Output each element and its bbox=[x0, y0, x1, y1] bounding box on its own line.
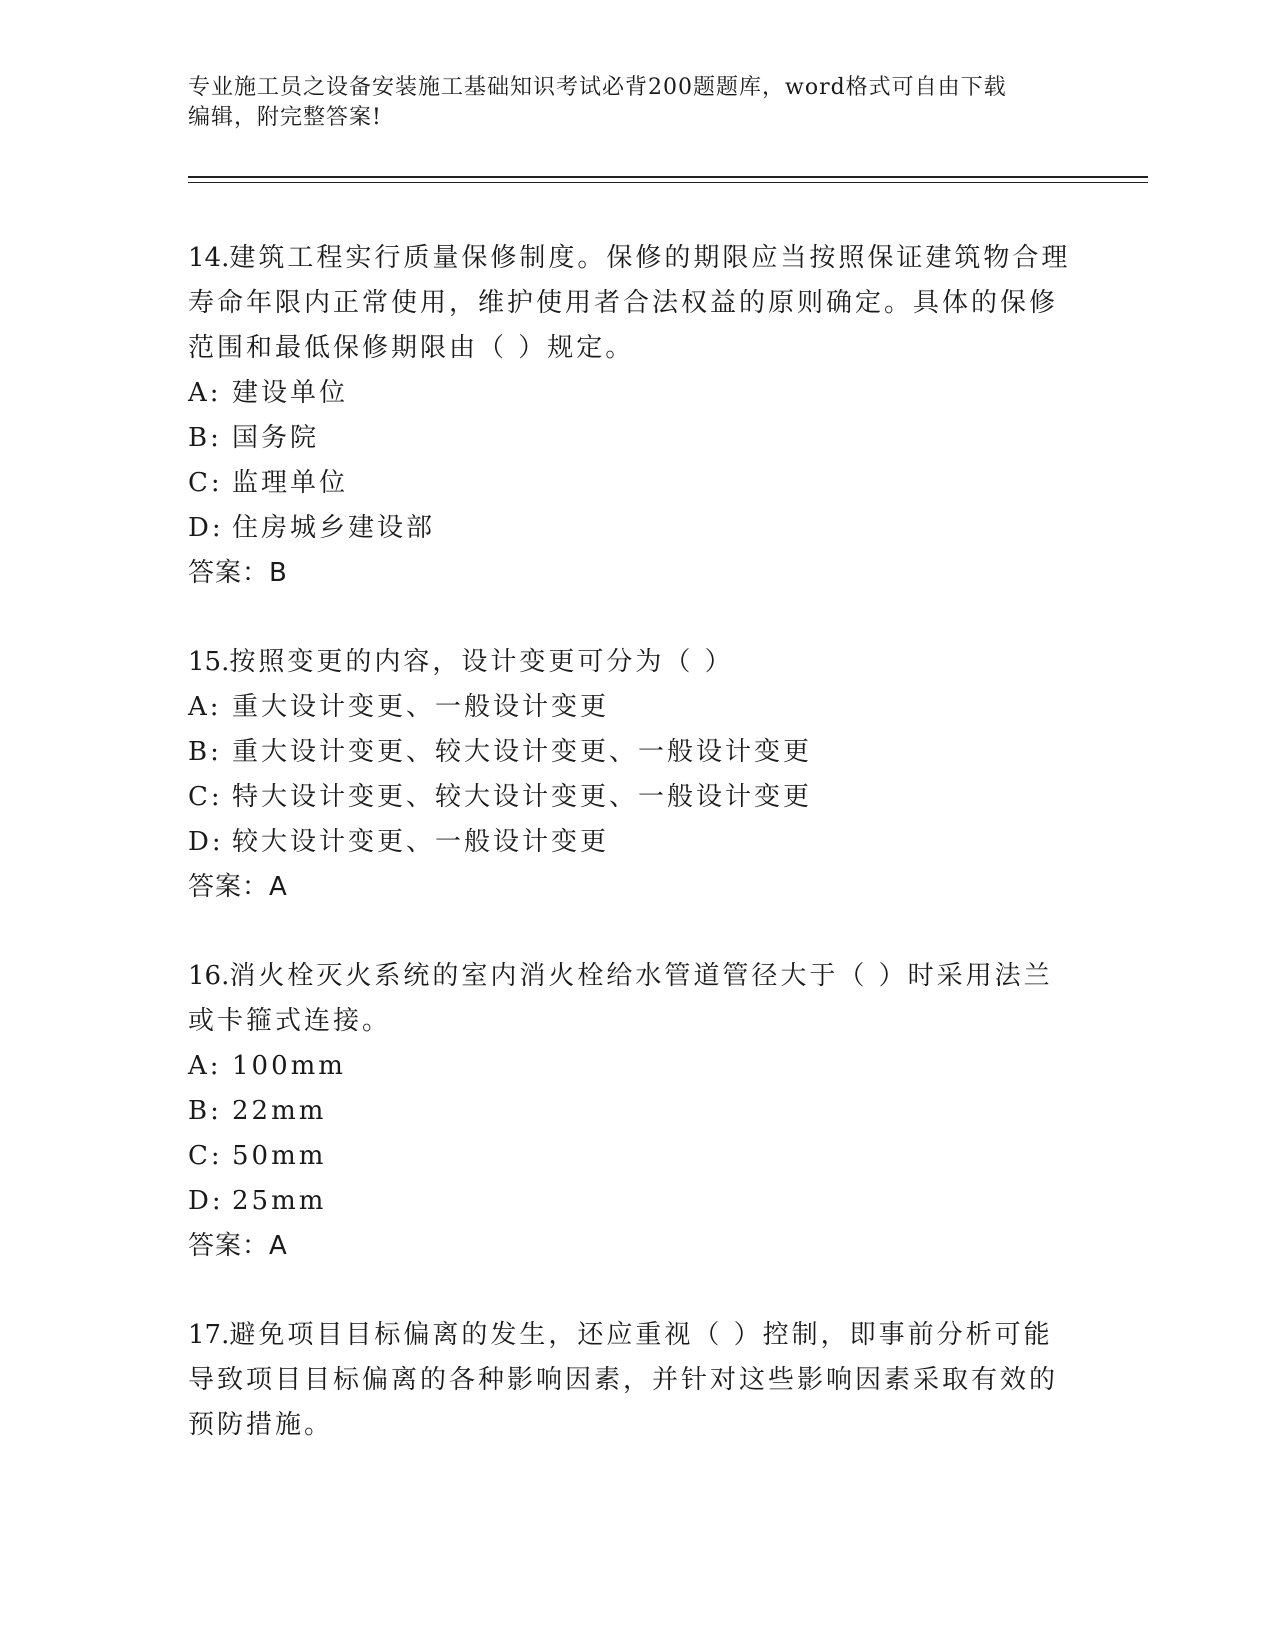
header-divider-thick bbox=[188, 176, 1148, 178]
question-stem-line bbox=[188, 640, 1088, 685]
option-letter: B: bbox=[188, 1096, 222, 1126]
option-text: 50mm bbox=[232, 1141, 327, 1171]
header-line-2: 编辑，附完整答案! bbox=[188, 105, 382, 130]
question-stem-line bbox=[188, 236, 1088, 281]
document-page bbox=[188, 0, 1148, 1650]
question-stem-text: 避免项目目标偏离的发生，还应重视（ ）控制，即事前分析可能 bbox=[229, 1320, 1053, 1350]
question-stem-text: 预防措施。 bbox=[188, 1410, 334, 1440]
option-text: 重大设计变更、较大设计变更、一般设计变更 bbox=[232, 737, 813, 767]
answer-option bbox=[188, 820, 1088, 865]
question-stem-text: 或卡箍式连接。 bbox=[188, 1006, 392, 1036]
option-letter: D: bbox=[188, 827, 224, 857]
option-text: 住房城乡建设部 bbox=[232, 513, 436, 543]
answer-option bbox=[188, 1134, 1088, 1179]
option-text: 重大设计变更、一般设计变更 bbox=[232, 692, 610, 722]
option-text: 22mm bbox=[232, 1096, 327, 1126]
option-letter: B: bbox=[188, 737, 222, 767]
question-stem-text: 消火栓灭火系统的室内消火栓给水管道管径大于（ ）时采用法兰 bbox=[229, 961, 1053, 991]
answer-option bbox=[188, 730, 1088, 775]
question-stem-text: 建筑工程实行质量保修制度。保修的期限应当按照保证建筑物合理 bbox=[229, 243, 1071, 273]
question-stem-line bbox=[188, 954, 1088, 999]
option-letter: B: bbox=[188, 423, 222, 453]
option-letter: C: bbox=[188, 782, 223, 812]
header-line-1: 专业施工员之设备安装施工基础知识考试必背200题题库，word格式可自由下载 bbox=[188, 75, 1007, 100]
answer-key: 答案：A bbox=[188, 872, 288, 902]
document-header bbox=[188, 73, 1088, 133]
answer-option bbox=[188, 416, 1088, 461]
question-block bbox=[188, 954, 1088, 1269]
header-divider-thin bbox=[188, 182, 1148, 183]
option-letter: A: bbox=[188, 692, 222, 722]
question-block bbox=[188, 1313, 1088, 1448]
answer-option bbox=[188, 461, 1088, 506]
question-stem-line bbox=[188, 999, 1088, 1044]
answer-option bbox=[188, 685, 1088, 730]
option-letter: C: bbox=[188, 468, 223, 498]
option-text: 25mm bbox=[232, 1186, 327, 1216]
answer-option bbox=[188, 1179, 1088, 1224]
question-number: 14. bbox=[188, 243, 230, 273]
option-text: 国务院 bbox=[232, 423, 320, 453]
question-stem-text: 寿命年限内正常使用，维护使用者合法权益的原则确定。具体的保修 bbox=[188, 288, 1059, 318]
question-stem-text: 范围和最低保修期限由（ ）规定。 bbox=[188, 333, 635, 363]
option-letter: C: bbox=[188, 1141, 223, 1171]
question-stem-line bbox=[188, 326, 1088, 371]
option-text: 监理单位 bbox=[232, 468, 349, 498]
answer-option bbox=[188, 1089, 1088, 1134]
question-stem-line bbox=[188, 1358, 1088, 1403]
option-letter: D: bbox=[188, 1186, 224, 1216]
question-block bbox=[188, 640, 1088, 910]
question-block bbox=[188, 236, 1088, 596]
option-letter: D: bbox=[188, 513, 224, 543]
question-stem-text: 按照变更的内容，设计变更可分为（ ） bbox=[229, 647, 734, 677]
answer-option bbox=[188, 775, 1088, 820]
question-number: 16. bbox=[188, 961, 230, 991]
option-letter: A: bbox=[188, 378, 222, 408]
answer-option bbox=[188, 371, 1088, 416]
question-stem-line bbox=[188, 281, 1088, 326]
question-list bbox=[188, 236, 1088, 1492]
option-text: 100mm bbox=[232, 1051, 346, 1081]
answer-key: 答案：B bbox=[188, 558, 288, 588]
answer-key: 答案：A bbox=[188, 1231, 288, 1261]
option-text: 特大设计变更、较大设计变更、一般设计变更 bbox=[232, 782, 813, 812]
answer-option bbox=[188, 1044, 1088, 1089]
question-stem-line bbox=[188, 1313, 1088, 1358]
answer-option bbox=[188, 506, 1088, 551]
option-text: 较大设计变更、一般设计变更 bbox=[232, 827, 610, 857]
option-letter: A: bbox=[188, 1051, 222, 1081]
option-text: 建设单位 bbox=[232, 378, 349, 408]
question-stem-line bbox=[188, 1403, 1088, 1448]
question-number: 15. bbox=[188, 647, 230, 677]
question-number: 17. bbox=[188, 1320, 230, 1350]
question-stem-text: 导致项目目标偏离的各种影响因素，并针对这些影响因素采取有效的 bbox=[188, 1365, 1059, 1395]
